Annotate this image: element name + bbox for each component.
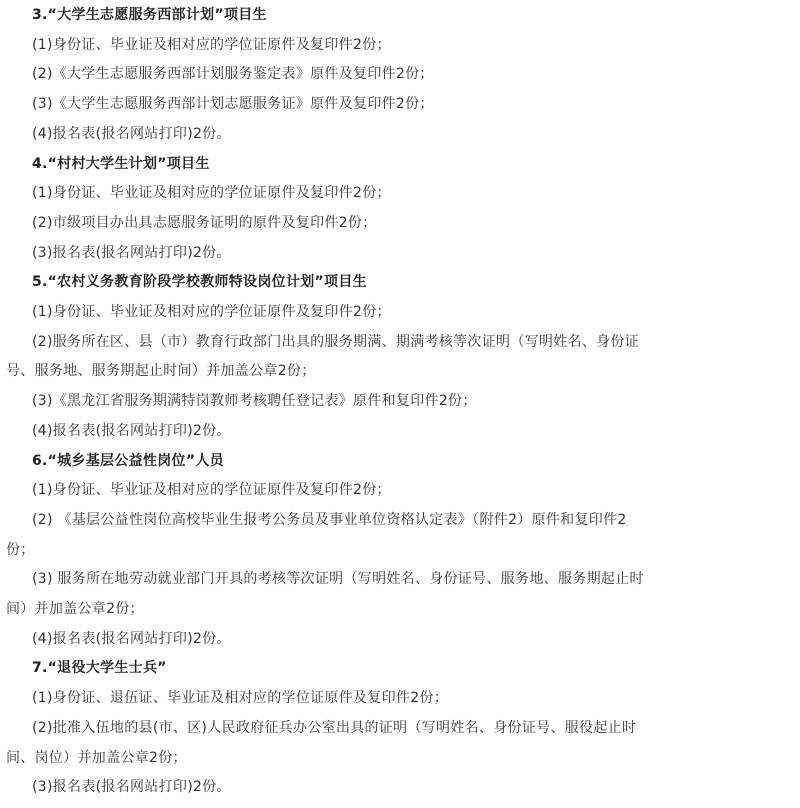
list-item: (1)身份证、毕业证及相对应的学位证原件及复印件2份； bbox=[32, 304, 391, 320]
list-item-continuation: 间、岗位）并加盖公章2份； bbox=[6, 749, 187, 766]
list-item: (4)报名表(报名网站打印)2份。 bbox=[32, 125, 231, 142]
list-item: (2) 《基层公益性岗位高校毕业生报考公务员及事业单位资格认定表》（附件2）原件和复印件2 bbox=[32, 511, 627, 528]
list-item: (1)身份证、毕业证及相对应的学位证原件及复印件2份； bbox=[32, 36, 391, 53]
list-item: (1)身份证、毕业证及相对应的学位证原件及复印件2份； bbox=[32, 185, 391, 202]
list-item: (2)服务所在区、县（市）教育行政部门出具的服务期满、期满考核等次证明（写明姓名、身份证 bbox=[32, 333, 640, 350]
list-item-continuation: 份； bbox=[6, 541, 35, 558]
list-item: (3)报名表(报名网站打印)2份。 bbox=[32, 244, 231, 261]
list-item: (3)报名表(报名网站打印)2份。 bbox=[32, 779, 231, 796]
section-heading: 5.“农村义务教育阶段学校教师特设岗位计划”项目生 bbox=[32, 274, 367, 291]
section-heading: 7.“退役大学生士兵” bbox=[32, 660, 167, 677]
section-heading: 6.“城乡基层公益性岗位”人员 bbox=[32, 452, 224, 469]
list-item: (3) 服务所在地劳动就业部门开具的考核等次证明（写明姓名、身份证号、服务地、服务期起止时 bbox=[32, 571, 644, 588]
list-item: (2)《大学生志愿服务西部计划服务鉴定表》原件及复印件2份； bbox=[32, 66, 434, 83]
section-heading: 3.“大学生志愿服务西部计划”项目生 bbox=[32, 7, 267, 23]
list-item: (1)身份证、毕业证及相对应的学位证原件及复印件2份； bbox=[32, 482, 391, 499]
list-item: (4)报名表(报名网站打印)2份。 bbox=[32, 630, 231, 647]
list-item-continuation: 号、服务地、服务期起止时间）并加盖公章2份； bbox=[6, 363, 316, 380]
list-item: (3)《大学生志愿服务西部计划志愿服务证》原件及复印件2份； bbox=[32, 96, 434, 113]
section-heading: 4.“村村大学生计划”项目生 bbox=[32, 155, 210, 172]
list-item: (2)批准入伍地的县(市、区)人民政府征兵办公室出具的证明（写明姓名、身份证号、服役起止时 bbox=[32, 719, 637, 736]
list-item: (4)报名表(报名网站打印)2份。 bbox=[32, 422, 231, 439]
list-item: (3)《黑龙江省服务期满特岗教师考核聘任登记表》原件和复印件2份； bbox=[32, 393, 477, 410]
list-item-continuation: 间）并加盖公章2份； bbox=[6, 601, 144, 617]
list-item: (2)市级项目办出具志愿服务证明的原件及复印件2份； bbox=[32, 214, 377, 231]
list-item: (1)身份证、退伍证、毕业证及相对应的学位证原件及复印件2份； bbox=[32, 690, 449, 707]
